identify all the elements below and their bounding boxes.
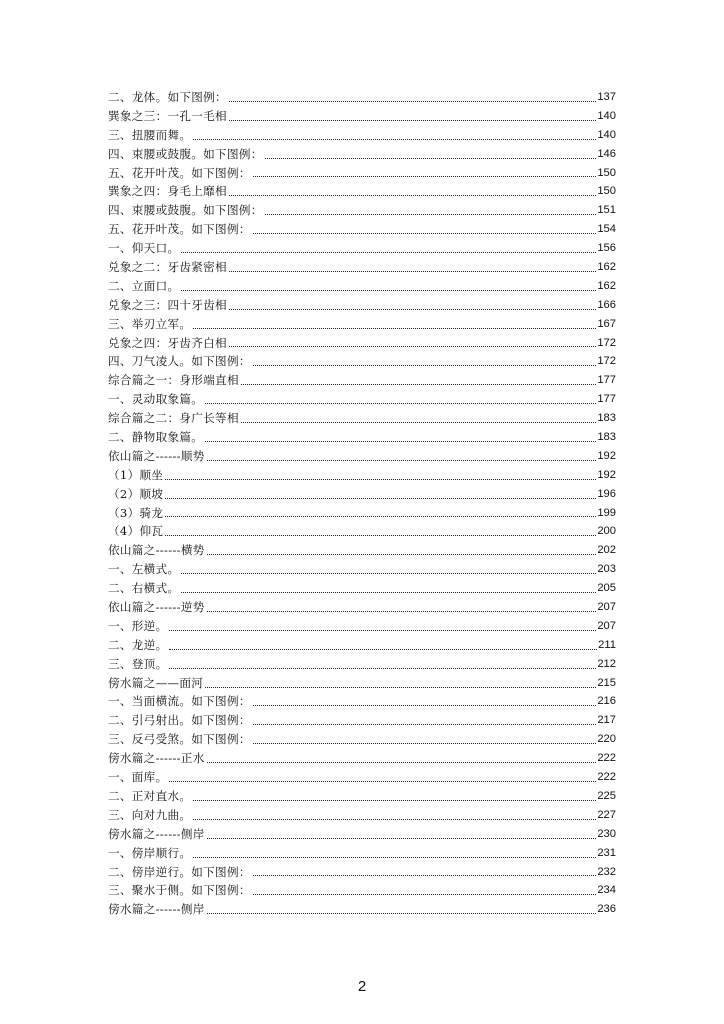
- toc-entry-page-number: 227: [597, 808, 616, 821]
- toc-entry-page-number: 140: [597, 109, 616, 122]
- toc-entry-title: 四、束腰或鼓腹。如下图例：: [108, 146, 263, 161]
- toc-entry-page-number: 150: [597, 185, 616, 198]
- dot-leader: [165, 479, 596, 480]
- toc-entry[interactable]: [108, 277, 616, 296]
- dot-leader: [253, 743, 597, 744]
- toc-entry-page-number: 207: [597, 601, 616, 614]
- toc-entry-title: 巽象之三：一孔一毛相: [108, 108, 227, 123]
- toc-entry-page-number: 151: [597, 204, 616, 217]
- toc-entry[interactable]: [108, 447, 616, 466]
- toc-entry-title: 依山篇之------顺势: [108, 448, 205, 463]
- toc-entry-title: 一、形逆。: [108, 618, 168, 633]
- toc-entry-page-number: 162: [597, 261, 616, 273]
- dot-leader: [205, 687, 596, 688]
- toc-entry-title: 傍水篇之------侧岸: [108, 826, 205, 841]
- toc-entry-title: 四、束腰或鼓腹。如下图例：: [108, 203, 263, 218]
- dot-leader: [169, 668, 596, 669]
- toc-entry-title: 二、龙逆。: [108, 637, 168, 652]
- toc-entry[interactable]: [108, 88, 616, 107]
- toc-entry-page-number: 211: [598, 638, 616, 651]
- toc-entry[interactable]: [108, 674, 616, 693]
- toc-entry-title: 三、向对九曲。: [108, 807, 192, 822]
- toc-entry-page-number: 234: [597, 884, 616, 897]
- toc-entry-page-number: 177: [597, 374, 616, 387]
- toc-entry-page-number: 200: [597, 525, 616, 538]
- toc-entry[interactable]: [108, 315, 616, 334]
- toc-entry-title: （2）顺坡: [108, 486, 164, 501]
- dot-leader: [207, 554, 597, 555]
- toc-entry[interactable]: [108, 258, 616, 277]
- toc-entry[interactable]: [108, 126, 616, 145]
- dot-leader: [207, 460, 597, 461]
- toc-entry-title: 四、刀气凌人。如下图例：: [108, 354, 251, 369]
- page-number: 2: [357, 978, 367, 995]
- toc-entry[interactable]: [108, 201, 616, 220]
- toc-entry-page-number: 183: [597, 412, 616, 425]
- dot-leader: [253, 705, 597, 706]
- dot-leader: [207, 762, 597, 763]
- toc-entry[interactable]: [108, 220, 616, 239]
- toc-entry-page-number: 150: [597, 166, 616, 179]
- dot-leader: [241, 422, 596, 423]
- toc-entry-title: 三、聚水于侧。如下图例：: [108, 883, 251, 898]
- toc-entry[interactable]: [108, 409, 616, 428]
- dot-leader: [253, 724, 597, 725]
- dot-leader: [253, 894, 597, 895]
- toc-entry-title: 二、右横式。: [108, 581, 180, 596]
- toc-entry-title: 综合篇之二：身广长等相: [108, 411, 239, 426]
- dot-leader: [205, 403, 596, 404]
- toc-entry[interactable]: [108, 636, 616, 655]
- toc-entry-title: 一、仰天口。: [108, 241, 180, 256]
- dot-leader: [193, 819, 596, 820]
- toc-entry-page-number: 156: [597, 242, 616, 255]
- toc-entry-title: 二、正对直水。: [108, 788, 192, 803]
- toc-entry[interactable]: [108, 844, 616, 863]
- toc-entry-title: 依山篇之------横势: [108, 543, 205, 558]
- toc-entry-title: 兑象之三：四十牙齿相: [108, 297, 227, 312]
- toc-entry-page-number: 205: [597, 582, 616, 595]
- table-of-contents: [108, 88, 616, 919]
- dot-leader: [193, 328, 596, 329]
- toc-entry[interactable]: [108, 239, 616, 258]
- dot-leader: [193, 800, 596, 801]
- toc-entry-page-number: 192: [597, 449, 616, 462]
- dot-leader: [253, 176, 597, 177]
- dot-leader: [165, 516, 596, 517]
- dot-leader: [181, 290, 596, 291]
- toc-entry-page-number: 202: [597, 544, 616, 557]
- toc-entry-title: （3）骑龙: [108, 505, 164, 520]
- toc-entry-page-number: 216: [597, 695, 616, 708]
- toc-entry-title: 综合篇之一：身形端直相: [108, 373, 239, 388]
- toc-entry[interactable]: [108, 900, 616, 919]
- toc-entry[interactable]: [108, 863, 616, 882]
- toc-entry-page-number: 167: [597, 317, 616, 330]
- toc-entry[interactable]: [108, 296, 616, 315]
- toc-entry-title: （1）顺坐: [108, 467, 164, 482]
- toc-entry-title: 傍水篇之——面河: [108, 675, 204, 690]
- toc-entry-title: 三、举刃立军。: [108, 316, 192, 331]
- toc-entry-page-number: 162: [597, 279, 616, 292]
- dot-leader: [265, 214, 597, 215]
- toc-entry-page-number: 207: [597, 619, 616, 632]
- toc-entry-page-number: 192: [597, 468, 616, 481]
- toc-entry[interactable]: [108, 806, 616, 825]
- toc-entry-title: 兑象之四：牙齿齐白相: [108, 335, 227, 350]
- toc-entry-title: 依山篇之------逆势: [108, 600, 205, 615]
- toc-entry-page-number: 203: [597, 563, 616, 576]
- toc-entry[interactable]: [108, 598, 616, 617]
- toc-entry-page-number: 212: [597, 657, 616, 670]
- dot-leader: [165, 498, 596, 499]
- toc-entry[interactable]: [108, 182, 616, 201]
- dot-leader: [181, 592, 596, 593]
- dot-leader: [181, 573, 596, 574]
- toc-entry-title: 一、左横式。: [108, 562, 180, 577]
- toc-entry[interactable]: [108, 730, 616, 749]
- toc-entry-title: 五、花开叶茂。如下图例：: [108, 165, 251, 180]
- dot-leader: [207, 611, 597, 612]
- toc-entry[interactable]: [108, 768, 616, 787]
- toc-entry-title: 二、引弓射出。如下图例：: [108, 713, 251, 728]
- toc-entry[interactable]: [108, 145, 616, 164]
- toc-entry-title: （4）仰瓦: [108, 524, 164, 539]
- dot-leader: [193, 139, 596, 140]
- toc-entry[interactable]: [108, 352, 616, 371]
- dot-leader: [207, 913, 597, 914]
- toc-entry-title: 二、立面口。: [108, 278, 180, 293]
- toc-entry[interactable]: [108, 787, 616, 806]
- toc-entry[interactable]: [108, 164, 616, 183]
- toc-entry-page-number: 230: [597, 827, 616, 840]
- toc-entry-title: 五、花开叶茂。如下图例：: [108, 222, 251, 237]
- toc-entry-page-number: 166: [597, 298, 616, 311]
- toc-entry-title: 傍水篇之------侧岸: [108, 902, 205, 917]
- toc-entry[interactable]: [108, 881, 616, 900]
- dot-leader: [169, 630, 596, 631]
- dot-leader: [253, 233, 597, 234]
- toc-entry-title: 三、反弓受煞。如下图例：: [108, 732, 251, 747]
- dot-leader: [229, 120, 596, 121]
- dot-leader: [229, 346, 596, 347]
- toc-entry-title: 三、登顶。: [108, 656, 168, 671]
- dot-leader: [265, 158, 597, 159]
- toc-entry[interactable]: [108, 655, 616, 674]
- toc-entry[interactable]: [108, 485, 616, 504]
- dot-leader: [165, 535, 596, 536]
- toc-entry-title: 兑象之二：牙齿紧密相: [108, 260, 227, 274]
- dot-leader: [169, 649, 597, 650]
- toc-entry-page-number: 236: [597, 903, 616, 916]
- toc-entry[interactable]: [108, 428, 616, 447]
- toc-entry-page-number: 196: [597, 487, 616, 500]
- toc-entry[interactable]: [108, 107, 616, 126]
- toc-entry-page-number: 199: [597, 506, 616, 519]
- toc-entry-page-number: 222: [597, 752, 616, 765]
- toc-entry-page-number: 154: [597, 223, 616, 236]
- toc-entry[interactable]: [108, 522, 616, 541]
- toc-entry-page-number: 140: [597, 128, 616, 141]
- toc-entry-title: 二、傍岸逆行。如下图例：: [108, 864, 251, 879]
- toc-entry[interactable]: [108, 749, 616, 768]
- toc-entry-page-number: 231: [597, 846, 616, 859]
- dot-leader: [253, 875, 597, 876]
- toc-entry[interactable]: [108, 334, 616, 353]
- toc-entry-title: 一、面库。: [108, 770, 168, 785]
- toc-entry[interactable]: [108, 541, 616, 560]
- toc-entry[interactable]: [108, 711, 616, 730]
- toc-entry-page-number: 137: [597, 90, 616, 103]
- dot-leader: [181, 252, 596, 253]
- toc-entry-page-number: 183: [597, 431, 616, 444]
- toc-entry-page-number: 172: [597, 336, 616, 349]
- toc-entry[interactable]: [108, 504, 616, 523]
- dot-leader: [205, 441, 596, 442]
- toc-entry[interactable]: [108, 693, 616, 712]
- toc-entry-page-number: 222: [597, 771, 616, 784]
- toc-entry[interactable]: [108, 560, 616, 579]
- dot-leader: [229, 309, 596, 310]
- toc-entry-page-number: 146: [597, 147, 616, 160]
- dot-leader: [193, 857, 596, 858]
- toc-entry[interactable]: [108, 617, 616, 636]
- toc-entry-page-number: 217: [597, 714, 616, 727]
- toc-entry[interactable]: [108, 371, 616, 390]
- toc-entry[interactable]: [108, 466, 616, 485]
- toc-entry-title: 巽象之四：身毛上靡相: [108, 184, 227, 199]
- toc-entry-title: 傍水篇之------正水: [108, 751, 205, 766]
- toc-entry[interactable]: [108, 579, 616, 598]
- toc-entry-title: 二、静物取象篇。: [108, 430, 204, 445]
- dot-leader: [253, 365, 597, 366]
- toc-entry-title: 三、扭腰而舞。: [108, 127, 192, 142]
- toc-entry-title: 一、灵动取象篇。: [108, 392, 204, 407]
- toc-entry-title: 一、傍岸顺行。: [108, 845, 192, 860]
- dot-leader: [241, 384, 596, 385]
- toc-entry-page-number: 215: [597, 676, 616, 689]
- dot-leader: [207, 838, 597, 839]
- toc-entry-title: 二、龙体。如下图例：: [108, 89, 227, 104]
- dot-leader: [229, 195, 596, 196]
- dot-leader: [229, 271, 596, 272]
- toc-entry[interactable]: [108, 825, 616, 844]
- toc-entry-page-number: 172: [597, 355, 616, 368]
- toc-entry-page-number: 225: [597, 789, 616, 802]
- toc-entry-page-number: 177: [597, 393, 616, 406]
- toc-entry[interactable]: [108, 390, 616, 409]
- dot-leader: [169, 781, 596, 782]
- dot-leader: [229, 101, 596, 102]
- toc-entry-title: 一、当面横流。如下图例：: [108, 694, 251, 709]
- toc-entry-page-number: 232: [597, 865, 616, 878]
- toc-entry-page-number: 220: [597, 733, 616, 746]
